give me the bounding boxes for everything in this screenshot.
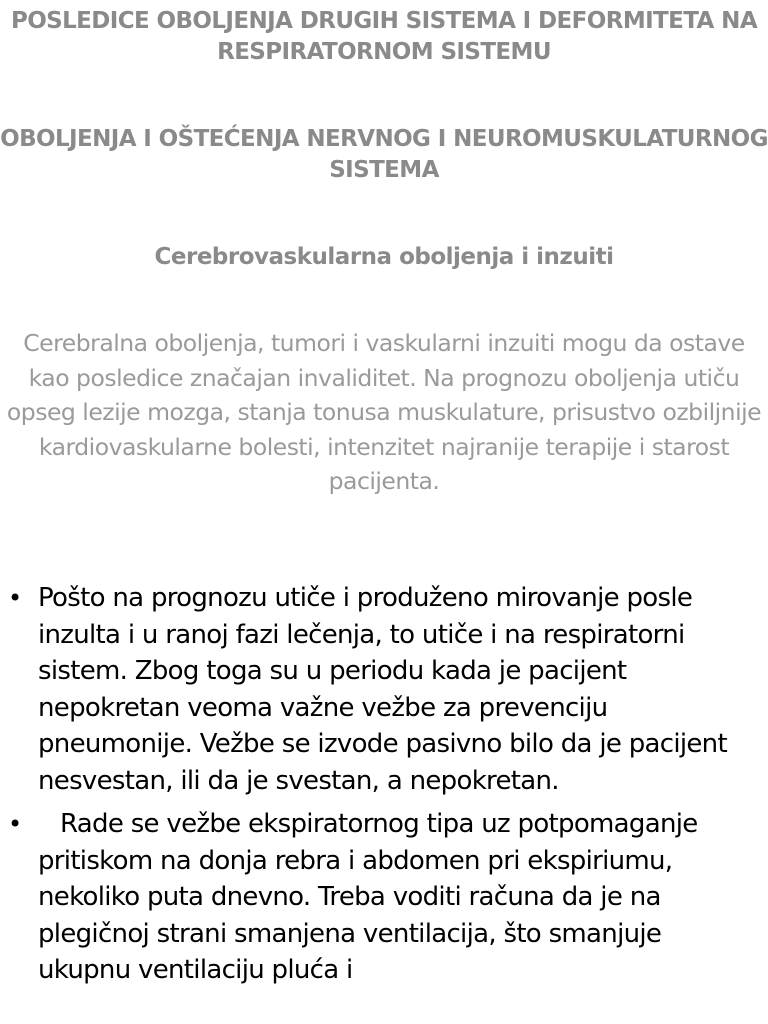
- slide-title: POSLEDICE OBOLJENJA DRUGIH SISTEMA I DEFORMITETA NA RESPIRATORNOM SISTEMU: [10, 8, 758, 65]
- bullet-marker-icon: •: [8, 584, 22, 612]
- bullet-list: [0, 580, 768, 989]
- slide-subtitle: Cerebrovaskularna oboljenja i inzuiti: [154, 244, 614, 270]
- bullet-text: Pošto na prognozu utiče i produženo mirovanje posle inzulta i u ranoj fazi lečenja, to utiče i na respiratorni sistem. Zbog toga su u periodu kada je pacijent nepokretan veoma važne vežbe za prevenciju pneumonije. Vežbe se izvode pasivno bilo da je pacijent nesvestan, ili da je svestan, a nepokretan.: [38, 583, 727, 796]
- slide-section-title: OBOLJENJA I OŠTEĆENJA NERVNOG I NEUROMUSKULATURNOG SISTEMA: [0, 126, 768, 183]
- bullet-item: [0, 580, 768, 799]
- bullet-marker-icon: •: [8, 810, 22, 838]
- bullet-item: [0, 806, 768, 989]
- bullet-text: Rade se vežbe ekspiratornog tipa uz potpomaganje pritiskom na donja rebra i abdomen pri ekspiriumu, nekoliko puta dnevno. Treba voditi računa da je na plegičnoj strani smanjena ventilacija, što smanjuje ukupnu ventilaciju pluća i: [38, 809, 698, 985]
- intro-paragraph: Cerebralna oboljenja, tumori i vaskularni inzuiti mogu da ostave kao posledice značajan invaliditet. Na prognozu oboljenja utiču opseg lezije mozga, stanja tonusa muskulature, prisustvo ozbiljnije kardiovaskularne bolesti, intenzitet najranije terapije i starost pacijenta.: [6, 329, 762, 495]
